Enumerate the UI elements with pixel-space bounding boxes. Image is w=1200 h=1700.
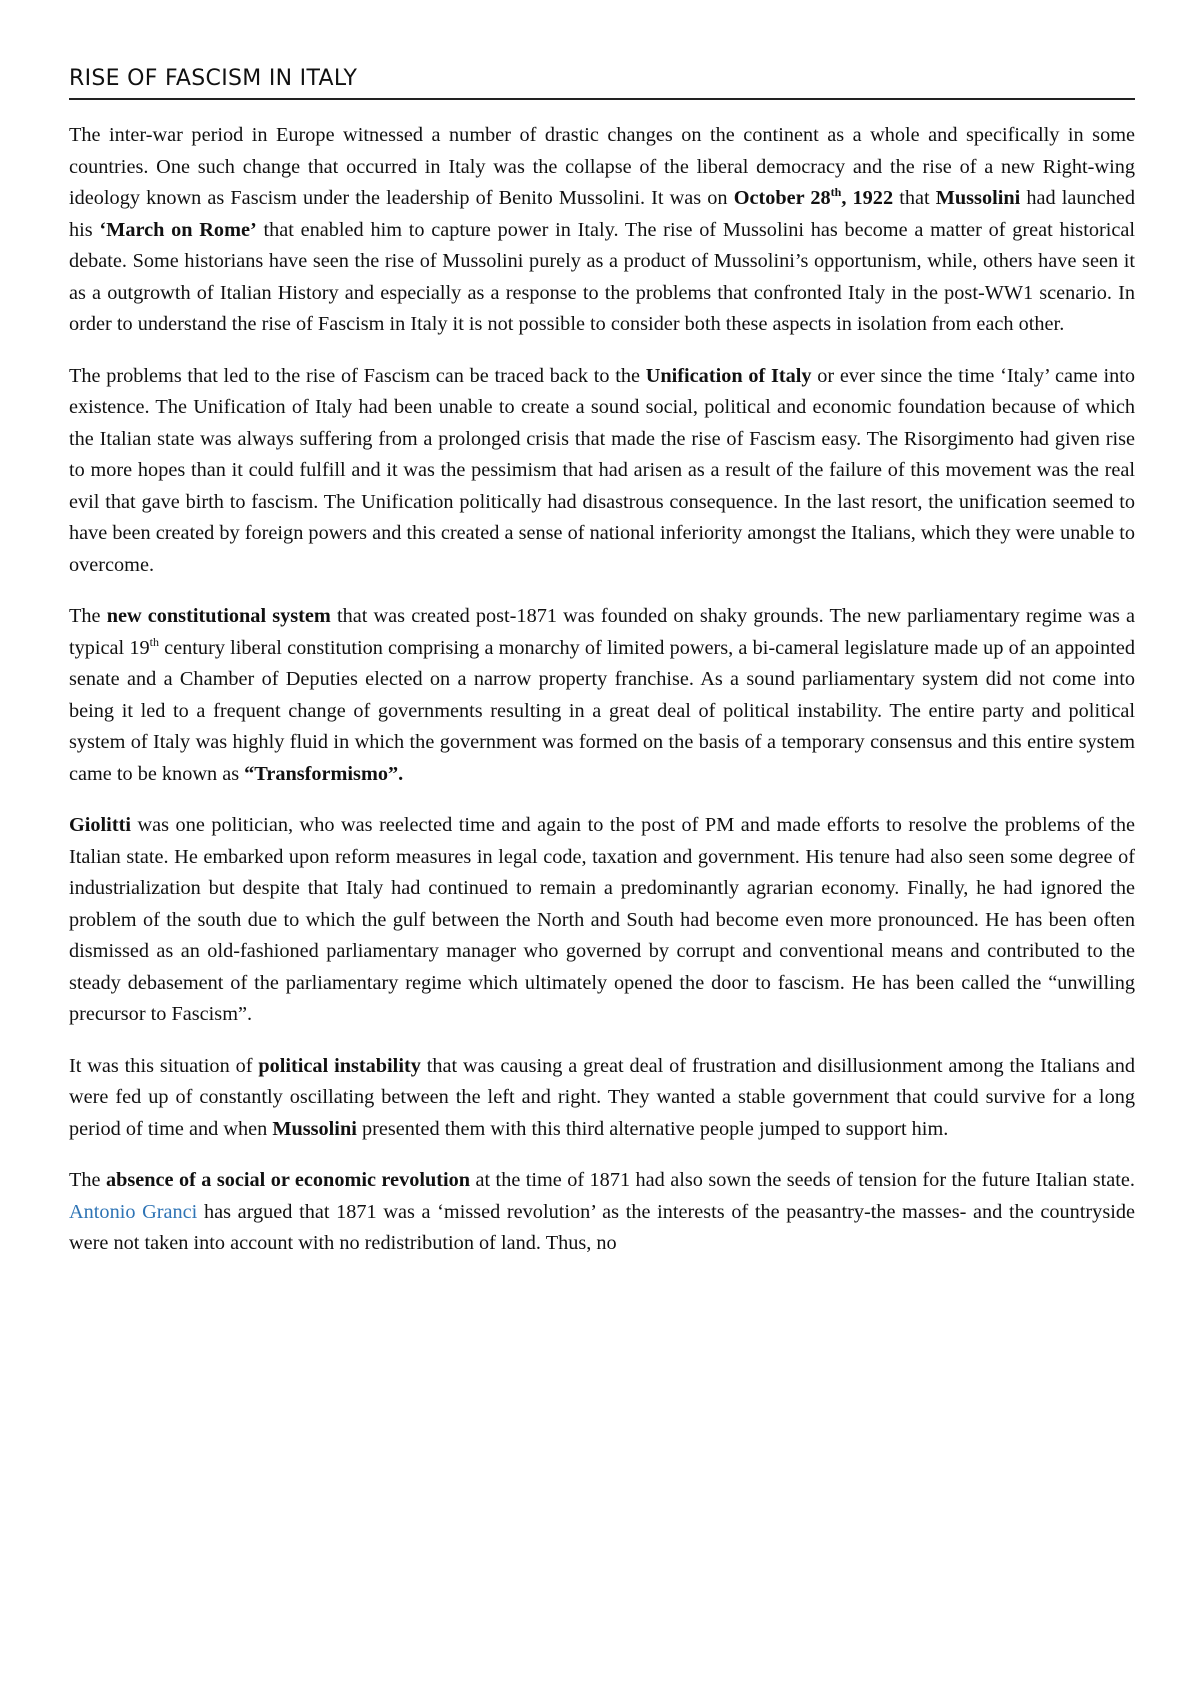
bold-term: “Transformismo”. <box>244 762 404 785</box>
paragraph-revolution <box>69 1165 1135 1260</box>
text-run: had launched his <box>69 187 1135 241</box>
text-run: that was causing a great deal of frustration and disillusionment among the Italians and were fed up of constantly oscillating between the left and right. They wanted a stable government that could survive for a long period of time and when <box>69 1054 1135 1140</box>
paragraph-intro <box>69 120 1135 341</box>
date-text: October 28 <box>733 187 831 209</box>
date-year: , 1922 <box>841 187 894 209</box>
bold-term: new constitutional system <box>106 605 331 627</box>
paragraph-giolitti <box>69 810 1135 1031</box>
text-run: presented them with this third alternative people jumped to support him. <box>356 1117 949 1140</box>
document-page <box>69 64 1135 1280</box>
bold-term: ‘March on Rome’ <box>99 218 257 241</box>
ordinal-superscript: th <box>149 634 159 649</box>
bold-term: Unification of Italy <box>645 364 812 387</box>
bold-term: Mussolini <box>935 187 1021 209</box>
text-run: has argued that 1871 was a ‘missed revolution’ as the interests of the peasantry-the masses- and the countryside were not taken into account with no redistribution of land. Thus, no <box>69 1200 1135 1254</box>
text-run: that enabled him to capture power in Italy. The rise of Mussolini has become a matter of great historical debate. Some historians have seen the rise of Mussolini purely as a product of Mussolini’s opportunism, while, others have seen it as a outgrowth of Italian History and especially as a response to the problems that confronted Italy in the post-WW1 scenario. In order to understand the rise of Fascism in Italy it is not possible to consider both these aspects in isolation from each other. <box>69 218 1136 335</box>
bold-term: Giolitti <box>69 814 131 836</box>
text-run: century liberal constitution comprising a monarchy of limited powers, a bi-cameral legislature made up of an appointed senate and a Chamber of Deputies elected on a narrow property franchise. As a sound parliamentary system did not come into being it led to a frequent change of governments resulting in a great deal of political instability. The entire party and political system of Italy was highly fluid in which the government was formed on the basis of a temporary consensus and this entire system came to be known as <box>69 636 1135 785</box>
paragraph-unification <box>69 361 1135 582</box>
text-run: It was this situation of <box>69 1054 259 1077</box>
bold-term: Mussolini <box>272 1117 357 1140</box>
date-ordinal: th <box>830 185 842 200</box>
text-run: was one politician, who was reelected time and again to the post of PM and made efforts to resolve the problems of the Italian state. He embarked upon reform measures in legal code, taxation and government. His tenure had also seen some degree of industrialization but despite that Italy had continued to remain a predominantly agrarian economy. Finally, he had ignored the problem of the south due to which the gulf between the North and South had become even more pronounced. He has been often dismissed as an old-fashioned parliamentary manager who governed by corrupt and conventional means and contributed to the steady debasement of the parliamentary regime which ultimately opened the door to fascism. He has been called the “unwilling precursor to Fascism”. <box>69 814 1135 1025</box>
bold-term: absence of a social or economic revolution <box>105 1169 471 1191</box>
author-link[interactable]: Antonio Granci <box>69 1200 198 1223</box>
text-run: or ever since the time ‘Italy’ came into existence. The Unification of Italy had been unable to create a sound social, political and economic foundation because of which the Italian state was always suffering from a prolonged crisis that made the rise of Fascism easy. The Risorgimento had given rise to more hopes than it could fulfill and it was the pessimism that had arisen as a result of the failure of this movement was the real evil that gave birth to fascism. The Unification politically had disastrous consequence. In the last resort, the unification seemed to have been created by foreign powers and this created a sense of national inferiority amongst the Italians, which they were unable to overcome. <box>69 364 1135 576</box>
text-run: that <box>893 187 936 209</box>
text-run: The <box>69 1169 106 1191</box>
bold-term: political instability <box>258 1054 421 1077</box>
paragraph-instability <box>69 1051 1135 1146</box>
page-title: RISE OF FASCISM IN ITALY <box>69 66 358 91</box>
bold-date <box>734 187 893 209</box>
text-run: at the time of 1871 had also sown the seeds of tension for the future Italian state. <box>470 1169 1135 1191</box>
text-run: that was created post-1871 was founded on shaky grounds. The new parliamentary regime was a typical 19 <box>69 605 1136 659</box>
paragraph-constitution <box>69 601 1135 790</box>
text-run: The inter-war period in Europe witnessed a number of drastic changes on the continent as a whole and specifically in some countries. One such change that occurred in Italy was the collapse of the liberal democracy and the rise of a new Right-wing ideology known as Fascism under the leadership of Benito Mussolini. It was on <box>69 124 1135 209</box>
title-underline <box>69 98 1135 100</box>
text-run: The problems that led to the rise of Fascism can be traced back to the <box>69 364 646 387</box>
text-run: The <box>69 605 107 627</box>
